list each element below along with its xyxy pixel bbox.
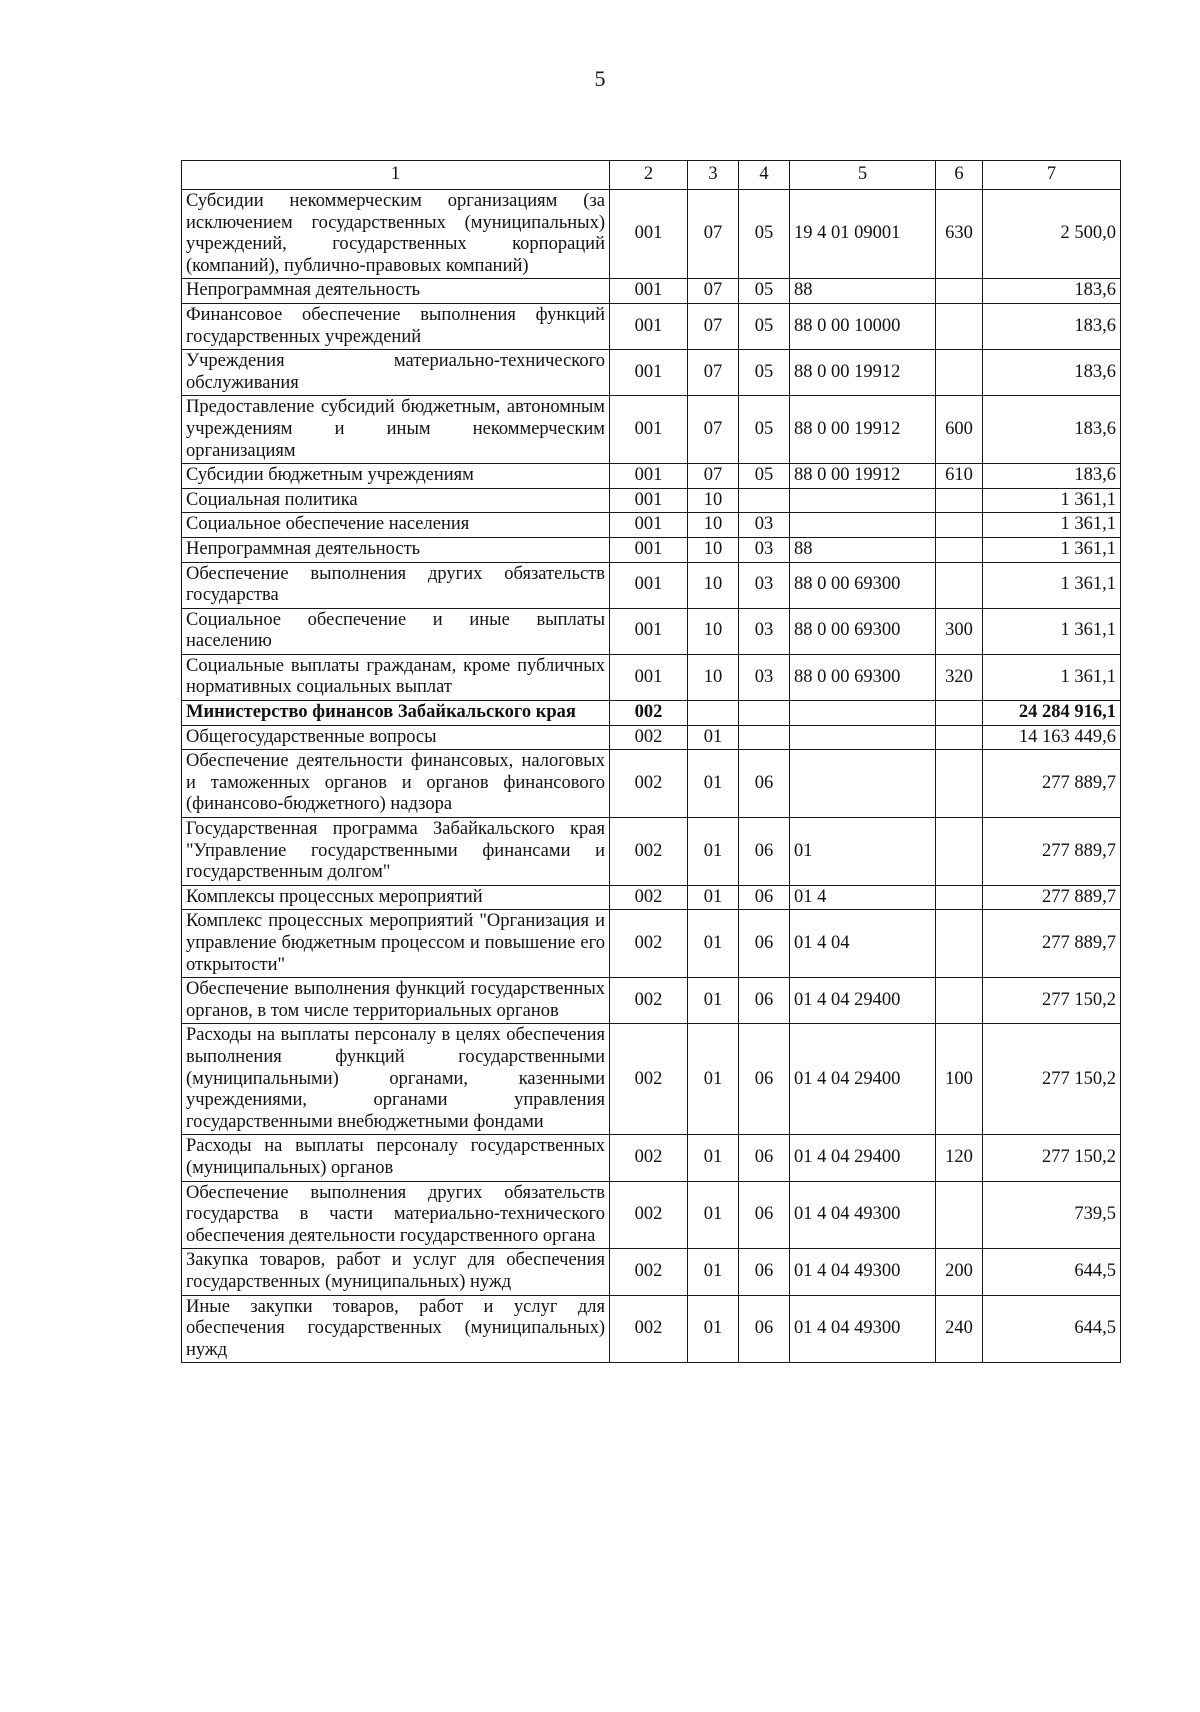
expense-type-cell [936,279,983,304]
admin-code-cell: 002 [610,1295,688,1363]
admin-code-cell: 002 [610,885,688,910]
table-row [182,750,1121,818]
target-article-cell [790,725,936,750]
row-name-cell: Социальное обеспечение и иные выплаты населению [182,608,610,654]
row-name-cell: Обеспечение выполнения функций государственных органов, в том числе территориальных органов [182,978,610,1024]
table-row [182,1249,1121,1295]
subsection-code-cell: 05 [739,350,790,396]
row-name-cell: Социальная политика [182,488,610,513]
target-article-cell: 88 0 00 69300 [790,562,936,608]
header-cell: 5 [790,161,936,190]
subsection-code-cell: 03 [739,513,790,538]
header-cell: 1 [182,161,610,190]
row-name-cell: Учреждения материально-технического обслуживания [182,350,610,396]
table-row [182,1135,1121,1181]
header-cell: 3 [688,161,739,190]
header-cell: 6 [936,161,983,190]
admin-code-cell: 002 [610,910,688,978]
row-name-cell: Финансовое обеспечение выполнения функций государственных учреждений [182,303,610,349]
table-row [182,701,1121,726]
table-row [182,885,1121,910]
amount-cell: 183,6 [983,303,1121,349]
expense-type-cell [936,885,983,910]
subsection-code-cell: 06 [739,1295,790,1363]
expense-type-cell: 600 [936,396,983,464]
table-row [182,725,1121,750]
target-article-cell: 01 [790,818,936,886]
amount-cell: 2 500,0 [983,190,1121,279]
admin-code-cell: 001 [610,513,688,538]
section-code-cell: 07 [688,464,739,489]
admin-code-cell: 001 [610,488,688,513]
row-name-cell: Обеспечение деятельности финансовых, налоговых и таможенных органов и органов финансового (финансово-бюджетного) надзора [182,750,610,818]
row-name-cell: Комплекс процессных мероприятий "Организация и управление бюджетным процессом и повышение его открытости" [182,910,610,978]
target-article-cell [790,701,936,726]
amount-cell: 277 150,2 [983,1024,1121,1135]
expense-type-cell: 240 [936,1295,983,1363]
target-article-cell: 01 4 [790,885,936,910]
row-name-cell: Расходы на выплаты персоналу государственных (муниципальных) органов [182,1135,610,1181]
admin-code-cell: 001 [610,396,688,464]
amount-cell: 277 889,7 [983,750,1121,818]
row-name-cell: Непрограммная деятельность [182,537,610,562]
target-article-cell: 01 4 04 29400 [790,1024,936,1135]
admin-code-cell: 002 [610,750,688,818]
target-article-cell: 01 4 04 [790,910,936,978]
expense-type-cell: 610 [936,464,983,489]
target-article-cell: 88 [790,279,936,304]
row-name-cell: Министерство финансов Забайкальского края [182,701,610,726]
admin-code-cell: 001 [610,190,688,279]
expense-type-cell [936,978,983,1024]
table-row [182,978,1121,1024]
target-article-cell: 88 0 00 19912 [790,464,936,489]
section-code-cell: 10 [688,513,739,538]
expense-type-cell [936,303,983,349]
row-name-cell: Комплексы процессных мероприятий [182,885,610,910]
amount-cell: 183,6 [983,350,1121,396]
section-code-cell: 07 [688,279,739,304]
subsection-code-cell: 05 [739,190,790,279]
row-name-cell: Общегосударственные вопросы [182,725,610,750]
amount-cell: 183,6 [983,464,1121,489]
row-name-cell: Иные закупки товаров, работ и услуг для обеспечения государственных (муниципальных) нужд [182,1295,610,1363]
admin-code-cell: 002 [610,1249,688,1295]
subsection-code-cell: 03 [739,537,790,562]
section-code-cell: 01 [688,978,739,1024]
subsection-code-cell: 06 [739,750,790,818]
amount-cell: 1 361,1 [983,608,1121,654]
subsection-code-cell: 06 [739,885,790,910]
admin-code-cell: 002 [610,978,688,1024]
amount-cell: 1 361,1 [983,562,1121,608]
subsection-code-cell [739,725,790,750]
row-name-cell: Расходы на выплаты персоналу в целях обеспечения выполнения функций государственными (муниципальными) органами, казенными учреждениями, органами управления государственными внебюджетными фондами [182,1024,610,1135]
target-article-cell: 88 0 00 69300 [790,608,936,654]
row-name-cell: Социальное обеспечение населения [182,513,610,538]
subsection-code-cell: 06 [739,1181,790,1249]
expense-type-cell [936,562,983,608]
admin-code-cell: 002 [610,1135,688,1181]
expense-type-cell: 630 [936,190,983,279]
expense-type-cell [936,750,983,818]
header-cell: 7 [983,161,1121,190]
amount-cell: 277 889,7 [983,885,1121,910]
admin-code-cell: 002 [610,1024,688,1135]
admin-code-cell: 001 [610,608,688,654]
section-code-cell: 01 [688,1181,739,1249]
subsection-code-cell: 06 [739,978,790,1024]
row-name-cell: Социальные выплаты гражданам, кроме публичных нормативных социальных выплат [182,654,610,700]
subsection-code-cell: 06 [739,1024,790,1135]
admin-code-cell: 002 [610,725,688,750]
amount-cell: 644,5 [983,1249,1121,1295]
expense-type-cell [936,725,983,750]
table-row [182,464,1121,489]
table-row [182,818,1121,886]
subsection-code-cell [739,488,790,513]
subsection-code-cell: 05 [739,279,790,304]
section-code-cell: 01 [688,1135,739,1181]
row-name-cell: Закупка товаров, работ и услуг для обеспечения государственных (муниципальных) нужд [182,1249,610,1295]
amount-cell: 644,5 [983,1295,1121,1363]
section-code-cell: 01 [688,725,739,750]
row-name-cell: Предоставление субсидий бюджетным, автономным учреждениям и иным некоммерческим организациям [182,396,610,464]
admin-code-cell: 002 [610,701,688,726]
subsection-code-cell: 06 [739,818,790,886]
amount-cell: 183,6 [983,396,1121,464]
subsection-code-cell: 03 [739,562,790,608]
amount-cell: 1 361,1 [983,513,1121,538]
target-article-cell: 01 4 04 49300 [790,1249,936,1295]
table-row [182,513,1121,538]
row-name-cell: Обеспечение выполнения других обязательств государства в части материально-технического обеспечения деятельности государственного органа [182,1181,610,1249]
section-code-cell [688,701,739,726]
row-name-cell: Субсидии некоммерческим организациям (за исключением государственных (муниципальных) учреждений, государственных корпораций (компаний), публично-правовых компаний) [182,190,610,279]
section-code-cell: 01 [688,1295,739,1363]
admin-code-cell: 002 [610,1181,688,1249]
admin-code-cell: 001 [610,350,688,396]
target-article-cell: 01 4 04 49300 [790,1295,936,1363]
section-code-cell: 01 [688,1249,739,1295]
subsection-code-cell: 03 [739,654,790,700]
amount-cell: 183,6 [983,279,1121,304]
target-article-cell: 01 4 04 29400 [790,978,936,1024]
row-name-cell: Субсидии бюджетным учреждениям [182,464,610,489]
target-article-cell [790,488,936,513]
section-code-cell: 10 [688,488,739,513]
admin-code-cell: 002 [610,818,688,886]
target-article-cell: 88 0 00 19912 [790,396,936,464]
amount-cell: 1 361,1 [983,654,1121,700]
page-number: 5 [594,66,606,91]
section-code-cell: 10 [688,562,739,608]
target-article-cell [790,513,936,538]
target-article-cell: 19 4 01 09001 [790,190,936,279]
amount-cell: 277 150,2 [983,978,1121,1024]
section-code-cell: 07 [688,190,739,279]
admin-code-cell: 001 [610,303,688,349]
section-code-cell: 07 [688,350,739,396]
table-row [182,350,1121,396]
table-row [182,396,1121,464]
header-cell: 4 [739,161,790,190]
expense-type-cell: 100 [936,1024,983,1135]
amount-cell: 14 163 449,6 [983,725,1121,750]
subsection-code-cell: 06 [739,910,790,978]
expense-type-cell [936,1181,983,1249]
subsection-code-cell: 06 [739,1249,790,1295]
expense-type-cell: 300 [936,608,983,654]
target-article-cell: 01 4 04 29400 [790,1135,936,1181]
amount-cell: 24 284 916,1 [983,701,1121,726]
admin-code-cell: 001 [610,279,688,304]
admin-code-cell: 001 [610,537,688,562]
target-article-cell: 88 0 00 10000 [790,303,936,349]
section-code-cell: 01 [688,885,739,910]
header-cell: 2 [610,161,688,190]
section-code-cell: 01 [688,910,739,978]
section-code-cell: 07 [688,303,739,349]
amount-cell: 277 150,2 [983,1135,1121,1181]
table-row [182,654,1121,700]
target-article-cell: 88 0 00 69300 [790,654,936,700]
section-code-cell: 07 [688,396,739,464]
target-article-cell: 01 4 04 49300 [790,1181,936,1249]
row-name-cell: Государственная программа Забайкальского края "Управление государственными финансами и государственным долгом" [182,818,610,886]
table-header-row [182,161,1121,190]
expense-type-cell [936,818,983,886]
subsection-code-cell: 05 [739,396,790,464]
expense-type-cell [936,488,983,513]
amount-cell: 739,5 [983,1181,1121,1249]
target-article-cell: 88 [790,537,936,562]
amount-cell: 277 889,7 [983,910,1121,978]
admin-code-cell: 001 [610,562,688,608]
target-article-cell: 88 0 00 19912 [790,350,936,396]
expense-type-cell: 320 [936,654,983,700]
expense-type-cell: 120 [936,1135,983,1181]
table-row [182,562,1121,608]
table-row [182,279,1121,304]
subsection-code-cell: 06 [739,1135,790,1181]
subsection-code-cell [739,701,790,726]
expense-type-cell [936,513,983,538]
section-code-cell: 01 [688,1024,739,1135]
amount-cell: 1 361,1 [983,488,1121,513]
subsection-code-cell: 03 [739,608,790,654]
section-code-cell: 01 [688,818,739,886]
table-row [182,1295,1121,1363]
expense-type-cell [936,537,983,562]
target-article-cell [790,750,936,818]
table-row [182,190,1121,279]
amount-cell: 277 889,7 [983,818,1121,886]
table-row [182,537,1121,562]
section-code-cell: 10 [688,654,739,700]
table-row [182,303,1121,349]
row-name-cell: Обеспечение выполнения других обязательств государства [182,562,610,608]
admin-code-cell: 001 [610,654,688,700]
section-code-cell: 10 [688,608,739,654]
table-row [182,488,1121,513]
expense-type-cell: 200 [936,1249,983,1295]
subsection-code-cell: 05 [739,464,790,489]
expense-type-cell [936,910,983,978]
admin-code-cell: 001 [610,464,688,489]
row-name-cell: Непрограммная деятельность [182,279,610,304]
budget-table [181,160,1121,1363]
table-row [182,910,1121,978]
amount-cell: 1 361,1 [983,537,1121,562]
section-code-cell: 01 [688,750,739,818]
table-row [182,608,1121,654]
expense-type-cell [936,350,983,396]
table-row [182,1024,1121,1135]
table-row [182,1181,1121,1249]
expense-type-cell [936,701,983,726]
section-code-cell: 10 [688,537,739,562]
subsection-code-cell: 05 [739,303,790,349]
